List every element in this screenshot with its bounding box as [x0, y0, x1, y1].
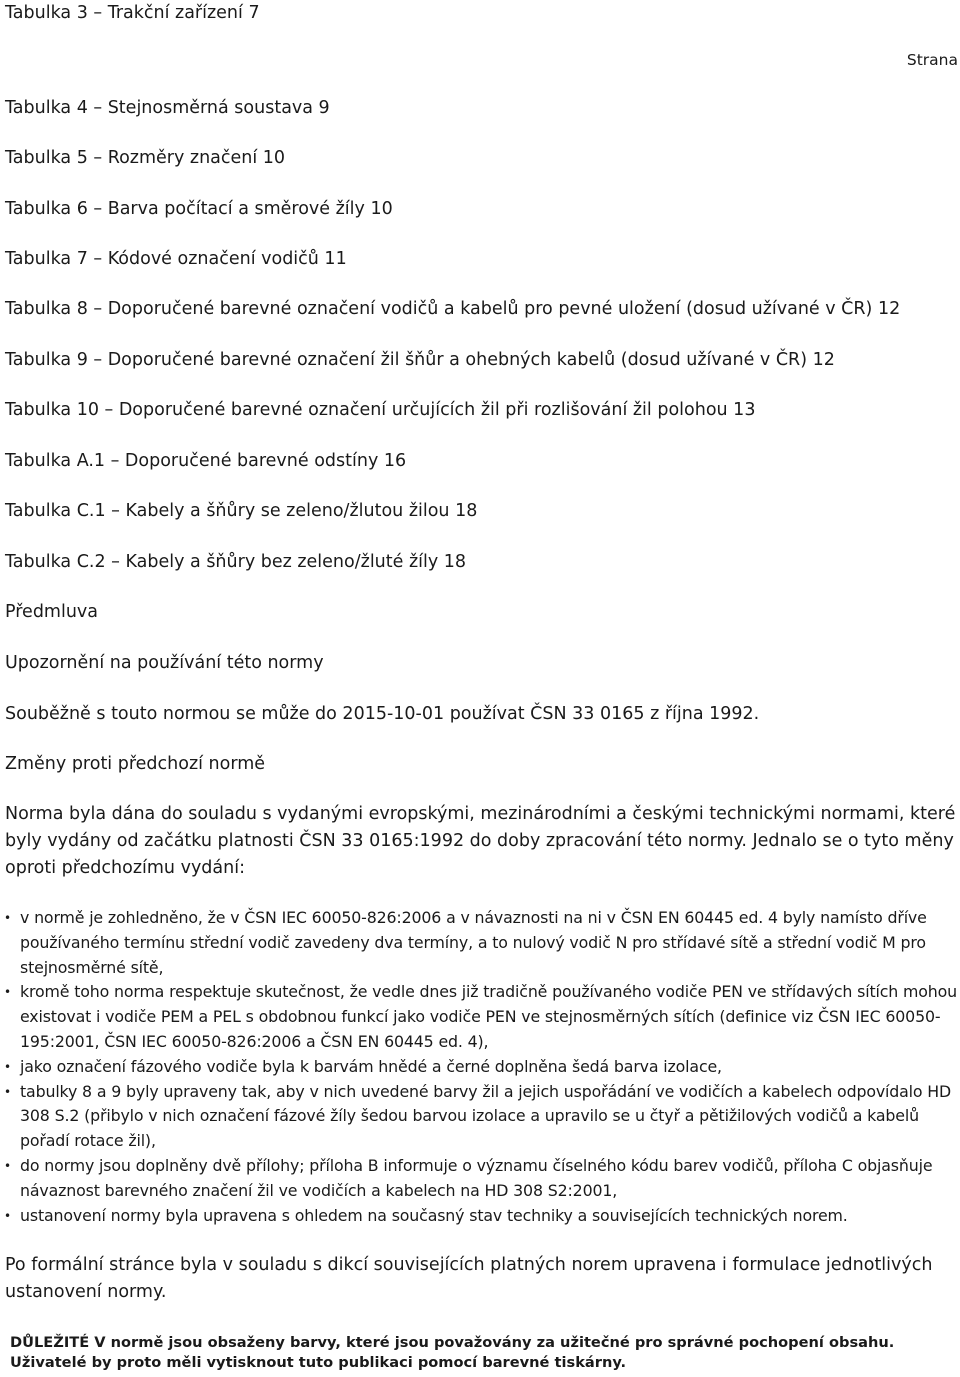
bullet-icon: • — [4, 985, 11, 1000]
toc-entry-table-a1: Tabulka A.1 – Doporučené barevné odstíny 16 — [5, 451, 407, 471]
formal-paragraph: Po formální stránce byla v souladu s dikcí souvisejících platných norem upravena i formulace jednotlivých ustanovení normy. — [5, 1255, 933, 1302]
toc-entry-table-10: Tabulka 10 – Doporučené barevné označení určujících žil při rozlišování žil polohou 13 — [5, 400, 756, 420]
list-item-text: do normy jsou doplněny dvě přílohy; příloha B informuje o významu číselného kódu barev vodičů, příloha C objasňuje návaznost barevného značení žil ve vodičích a kabelech na HD 308 S2:2001, — [20, 1155, 933, 1200]
list-item — [0, 1204, 960, 1229]
list-item — [0, 1080, 960, 1154]
list-item-text: kromě toho norma respektuje skutečnost, že vedle dnes již tradičně používaného vodiče PEN ve střídavých sítích mohou existovat i vodiče PEM a PEL s obdobnou funkcí jako vodiče PEN ve stejnosměrných sítích (definice viz ČSN IEC 60050-195:2001, ČSN IEC 60050-826:2006 a ČSN EN 60445 ed. 4), — [20, 982, 958, 1051]
changes-heading: Změny proti předchozí normě — [5, 754, 266, 774]
bullet-icon: • — [4, 911, 11, 925]
changes-paragraph: Norma byla dána do souladu s vydanými evropskými, mezinárodními a českými technickými normami, které byly vydány od začátku platnosti ČSN 33 0165:1992 do doby zpracování této normy. Jednalo se o tyto měny oproti předchozímu vydání: — [5, 804, 956, 878]
list-item-text: tabulky 8 a 9 byly upraveny tak, aby v nich uvedené barvy žil a jejich uspořádání ve vodičích a kabelech odpovídalo HD 308 S.2 (přibylo v nich označení fázové žíly šedou barvou izolace a upravilo se u čtyř a pětižilových vodičů a kabelů pořadí rotace žil), — [20, 1081, 952, 1151]
changes-list — [0, 906, 960, 1228]
list-item — [0, 1055, 960, 1080]
list-item-text: jako označení fázového vodiče byla k barvám hnědé a černé doplněna šedá barva izolace, — [20, 1056, 722, 1076]
notice-text: Souběžně s touto normou se může do 2015-10-01 používat ČSN 33 0165 z října 1992. — [5, 704, 760, 724]
list-item — [0, 1154, 960, 1204]
list-item-text: ustanovení normy byla upravena s ohledem na současný stav techniky a souvisejících technických norem. — [20, 1205, 848, 1225]
toc-entry-table-c2: Tabulka C.2 – Kabely a šňůry bez zeleno/žluté žíly 18 — [5, 552, 467, 572]
bullet-icon: • — [4, 1158, 11, 1173]
toc-entry-table-9: Tabulka 9 – Doporučené barevné označení žil šňůr a ohebných kabelů (dosud užívané v ČR) 12 — [5, 350, 835, 370]
toc-entry-table-4: Tabulka 4 – Stejnosměrná soustava 9 — [5, 98, 330, 118]
notice-heading: Upozornění na používání této normy — [5, 653, 324, 673]
toc-entry-table-c1: Tabulka C.1 – Kabely a šňůry se zeleno/žlutou žilou 18 — [5, 501, 478, 521]
page-label: Strana — [906, 51, 958, 69]
bullet-icon: • — [4, 1208, 11, 1223]
toc-entry-table-7: Tabulka 7 – Kódové označení vodičů 11 — [5, 249, 347, 269]
toc-entry-table-3: Tabulka 3 – Trakční zařízení 7 — [5, 3, 260, 23]
toc-entry-table-8: Tabulka 8 – Doporučené barevné označení vodičů a kabelů pro pevné uložení (dosud užívané v ČR) 12 — [5, 299, 901, 319]
list-item — [0, 906, 960, 980]
bullet-icon: • — [4, 1084, 11, 1099]
foreword-heading: Předmluva — [5, 602, 99, 622]
toc-entry-table-5: Tabulka 5 – Rozměry značení 10 — [5, 148, 286, 168]
toc-entry-table-6: Tabulka 6 – Barva počítací a směrové žíly 10 — [5, 199, 393, 219]
bullet-icon: • — [4, 1059, 11, 1074]
list-item-text: v normě je zohledněno, že v ČSN IEC 60050-826:2006 a v návaznosti na ni v ČSN EN 60445 ed. 4 byly namísto dříve používaného termínu střední vodič zavedeny dva termíny, a to nulový vodič N pro střídavé sítě a střední vodič M pro stejnosměrné sítě, — [20, 908, 927, 977]
list-item — [0, 980, 960, 1054]
important-note: DŮLEŽITÉ V normě jsou obsaženy barvy, které jsou považovány za užitečné pro správné pochopení obsahu. Uživatelé by proto měli vytisknout tuto publikaci pomocí barevné tiskárny. — [10, 1334, 895, 1371]
